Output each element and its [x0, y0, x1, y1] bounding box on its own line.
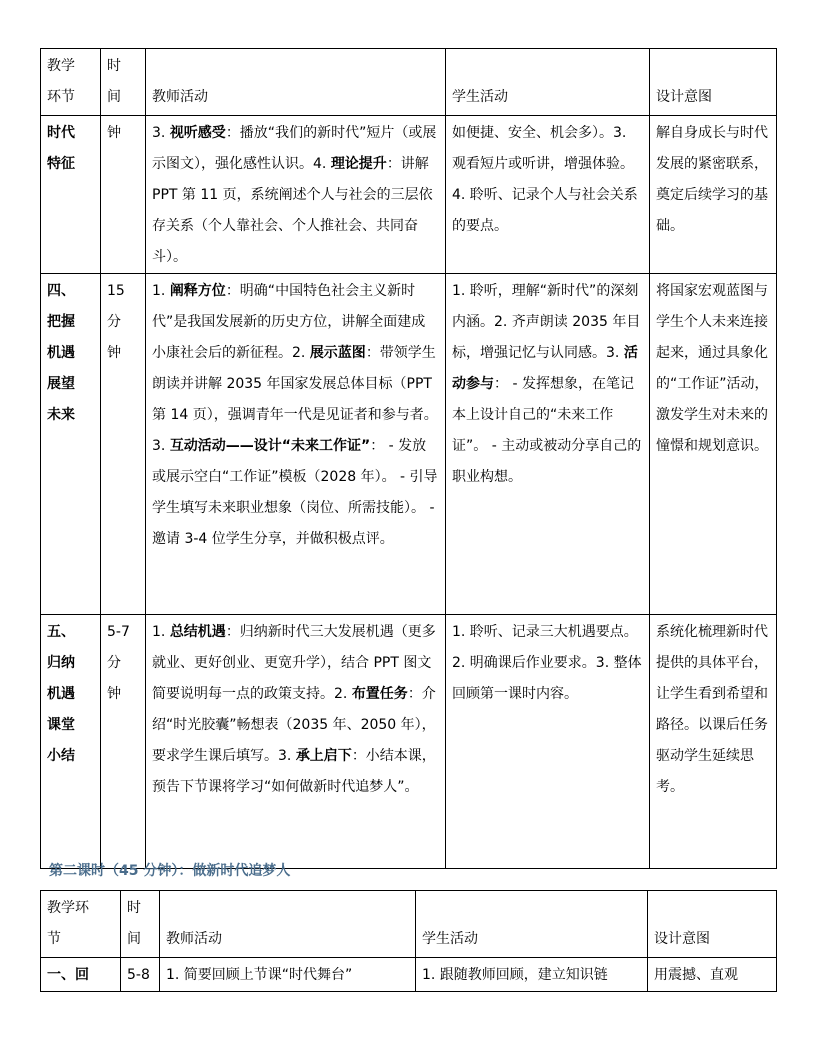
- text-run: 3.: [152, 125, 170, 141]
- time-cell: 15 分 钟: [101, 274, 146, 615]
- header-teacher-activity: 教师活动: [146, 49, 446, 116]
- table-row: [41, 615, 777, 869]
- bold-text-run: 展示蓝图: [309, 345, 366, 361]
- time-cell: 5-8: [121, 958, 160, 992]
- teacher-activity-cell: 1. 简要回顾上节课“时代舞台”: [160, 958, 416, 992]
- header-time: 时 间: [121, 891, 160, 958]
- text-run: 1.: [152, 283, 170, 299]
- lesson-plan-table-2: [40, 890, 777, 992]
- stage-cell: 一、回: [41, 958, 121, 992]
- stage-cell: 五、 归纳 机遇 课堂 小结: [41, 615, 101, 869]
- text-run: ：带领学生朗读并讲解 2035 年国家发展总体目标（PPT 第 14 页），强调青年一代是见证者和参与者。3.: [152, 345, 438, 454]
- text-run: ：小结本课，预告下节课将学习“如何做新时代追梦人”。: [152, 748, 436, 795]
- bold-text-run: 阐释方位: [169, 283, 226, 299]
- section-heading: 第二课时（45 分钟）：做新时代追梦人: [49, 863, 291, 879]
- table-header-row: [41, 49, 777, 116]
- design-intent-cell: 系统化梳理新时代提供的具体平台，让学生看到希望和路径。以课后任务驱动学生延续思考。: [650, 615, 777, 869]
- student-activity-cell: [446, 615, 650, 869]
- text-run: 1.: [152, 624, 170, 640]
- student-activity-cell: [446, 274, 650, 615]
- design-intent-cell: 解自身成长与时代发展的紧密联系，奠定后续学习的基础。: [650, 116, 777, 274]
- header-time: 时 间: [101, 49, 146, 116]
- student-activity-cell: [446, 116, 650, 274]
- header-design-intent: 设计意图: [648, 891, 777, 958]
- bold-text-run: 视听感受: [169, 125, 226, 141]
- text-run: ：播放“我们的新时代”短片（或展示图文），强化感性认识。4.: [152, 125, 437, 172]
- text-run: ：介绍“时光胶囊”畅想表（2035 年、2050 年），要求学生课后填写。3.: [152, 686, 436, 764]
- teacher-activity-cell: [146, 615, 446, 869]
- text-run: ：明确“中国特色社会主义新时代”是我国发展新的历史方位，讲解全面建成小康社会后的新征程。2.: [152, 283, 426, 361]
- design-intent-cell: 将国家宏观蓝图与学生个人未来连接起来，通过具象化的“工作证”活动，激发学生对未来的憧憬和规划意识。: [650, 274, 777, 615]
- table-row: [41, 958, 777, 992]
- stage-cell: 时代 特征: [41, 116, 101, 274]
- table-row: [41, 274, 777, 615]
- text-run: 1. 聆听、记录三大机遇要点。2. 明确课后作业要求。3. 整体回顾第一课时内容。: [452, 624, 642, 702]
- table-header-row: [41, 891, 777, 958]
- time-cell: 钟: [101, 116, 146, 274]
- header-design-intent: 设计意图: [650, 49, 777, 116]
- header-teacher-activity: 教师活动: [160, 891, 416, 958]
- header-stage: 教学 环节: [41, 49, 101, 116]
- bold-text-run: 总结机遇: [169, 624, 226, 640]
- design-intent-cell: 用震撼、直观: [648, 958, 777, 992]
- stage-cell: 四、 把握 机遇 展望 未来: [41, 274, 101, 615]
- bold-text-run: 理论提升: [330, 156, 387, 172]
- teacher-activity-cell: [146, 274, 446, 615]
- text-run: ： - 发放或展示空白“工作证”模板（2028 年）。 - 引导学生填写未来职业想象（岗位、所需技能）。 - 邀请 3-4 位学生分享，并做积极点评。: [152, 438, 438, 547]
- header-student-activity: 学生活动: [446, 49, 650, 116]
- text-run: ：归纳新时代三大发展机遇（更多就业、更好创业、更宽升学），结合 PPT 图文简要说明每一点的政策支持。2.: [152, 624, 436, 702]
- text-run: 如便捷、安全、机会多）。3. 观看短片或听讲，增强体验。4. 聆听、记录个人与社会关系的要点。: [452, 125, 638, 234]
- bold-text-run: 布置任务: [351, 686, 408, 702]
- bold-text-run: 活动参与: [452, 345, 638, 392]
- text-run: 1. 聆听，理解“新时代”的深刻内涵。2. 齐声朗读 2035 年目标，增强记忆与认同感。3.: [452, 283, 641, 361]
- student-activity-cell: 1. 跟随教师回顾，建立知识链: [416, 958, 648, 992]
- header-student-activity: 学生活动: [416, 891, 648, 958]
- text-run: ： - 发挥想象，在笔记本上设计自己的“未来工作证”。 - 主动或被动分享自己的职业构想。: [452, 376, 642, 485]
- header-stage: 教学环 节: [41, 891, 121, 958]
- bold-text-run: 互动活动——设计“未来工作证”: [169, 438, 371, 454]
- lesson-plan-table-1: [40, 48, 777, 869]
- table-row: [41, 116, 777, 274]
- text-run: ：讲解 PPT 第 11 页，系统阐述个人与社会的三层依存关系（个人靠社会、个人推社会、共同奋斗）。: [152, 156, 433, 265]
- time-cell: 5-7 分 钟: [101, 615, 146, 869]
- teacher-activity-cell: [146, 116, 446, 274]
- bold-text-run: 承上启下: [295, 748, 352, 764]
